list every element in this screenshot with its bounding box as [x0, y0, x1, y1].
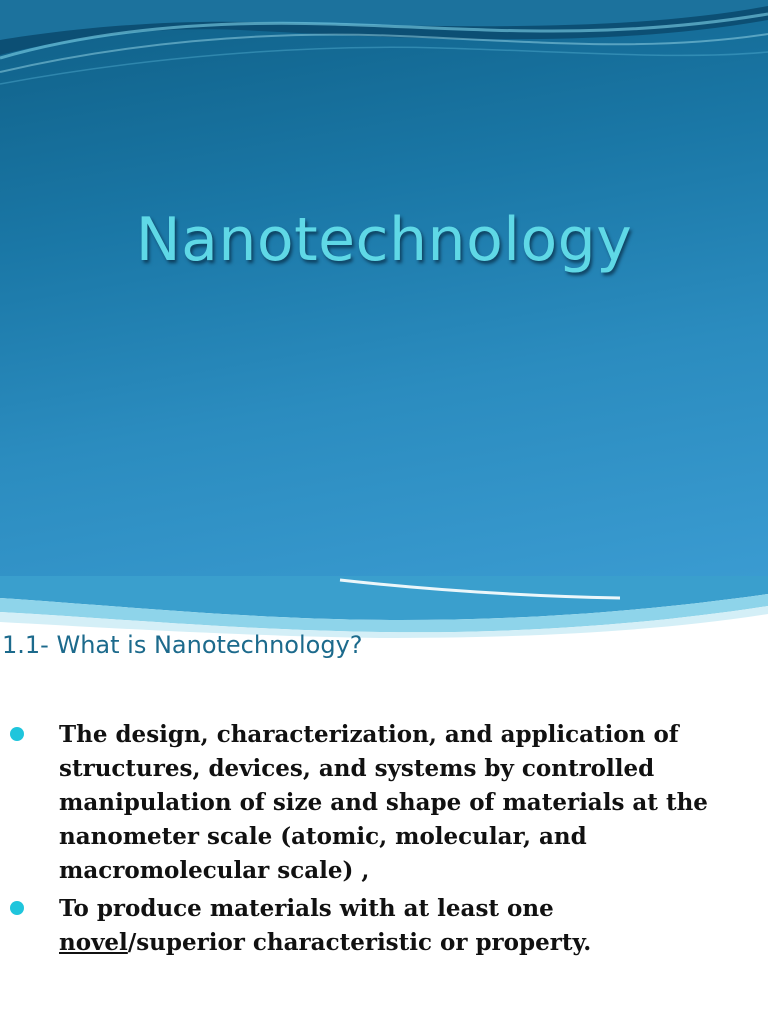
bullet-item [0, 892, 768, 960]
bullet-list [0, 718, 768, 964]
underlined-word: novel [59, 929, 128, 956]
content-slide [0, 576, 768, 1024]
bullet-icon [10, 727, 24, 741]
bullet-text: The design, characterization, and application of structures, devices, and systems by controlled manipulation of size and shape of materials at the nanometer scale (atomic, molecular, and macromolecular scale) , [59, 721, 708, 884]
bullet-text-line: To produce materials with at least one [59, 895, 554, 922]
slide-title: Nanotechnology [135, 205, 633, 275]
wave-decoration [0, 576, 768, 638]
bullet-item [0, 718, 768, 888]
bullet-text-rest: /superior characteristic or property. [127, 929, 592, 956]
wave-decoration [0, 0, 768, 110]
bullet-icon [10, 901, 24, 915]
section-heading: 1.1- What is Nanotechnology? [2, 631, 363, 659]
